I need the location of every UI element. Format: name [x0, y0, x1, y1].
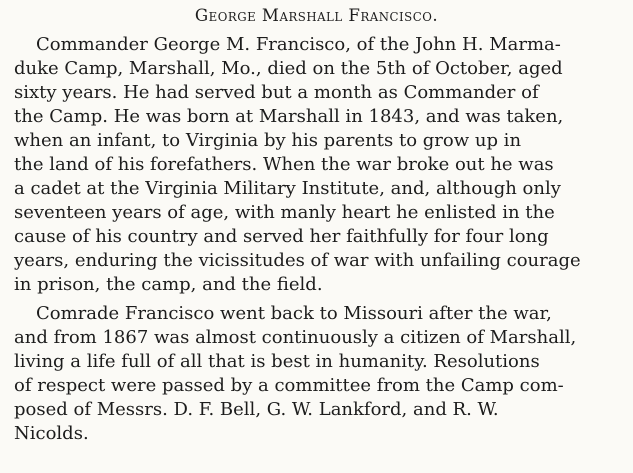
- paragraph-line: of respect were passed by a committee from the Camp com-: [14, 375, 564, 396]
- paragraph-line: living a life full of all that is best in humanity. Resolutions: [14, 351, 540, 372]
- paragraph-line: in prison, the camp, and the field.: [14, 274, 323, 295]
- paragraph-line: sixty years. He had served but a month as Commander of: [14, 82, 539, 103]
- paragraph-line: when an infant, to Virginia by his parents to grow up in: [14, 130, 522, 151]
- paragraph-line: Comrade Francisco went back to Missouri after the war,: [36, 303, 552, 324]
- paragraph-line: posed of Messrs. D. F. Bell, G. W. Lankford, and R. W.: [14, 399, 499, 420]
- paragraph-line: the land of his forefathers. When the war broke out he was: [14, 154, 554, 175]
- paragraph-line: Nicolds.: [14, 423, 89, 444]
- paragraph-line: years, enduring the vicissitudes of war with unfailing courage: [14, 250, 581, 271]
- paragraph-line: a cadet at the Virginia Military Institute, and, although only: [14, 178, 561, 199]
- paragraph-line: the Camp. He was born at Marshall in 1843, and was taken,: [14, 106, 564, 127]
- article-title: George Marshall Francisco.: [194, 6, 439, 26]
- paragraph-line: Commander George M. Francisco, of the John H. Marma-: [36, 34, 561, 55]
- paragraph-line: seventeen years of age, with manly heart he enlisted in the: [14, 202, 555, 223]
- paragraph-line: and from 1867 was almost continuously a citizen of Marshall,: [14, 327, 577, 348]
- paragraph-line: duke Camp, Marshall, Mo., died on the 5th of October, aged: [14, 58, 563, 79]
- paragraph-line: cause of his country and served her faithfully for four long: [14, 226, 549, 247]
